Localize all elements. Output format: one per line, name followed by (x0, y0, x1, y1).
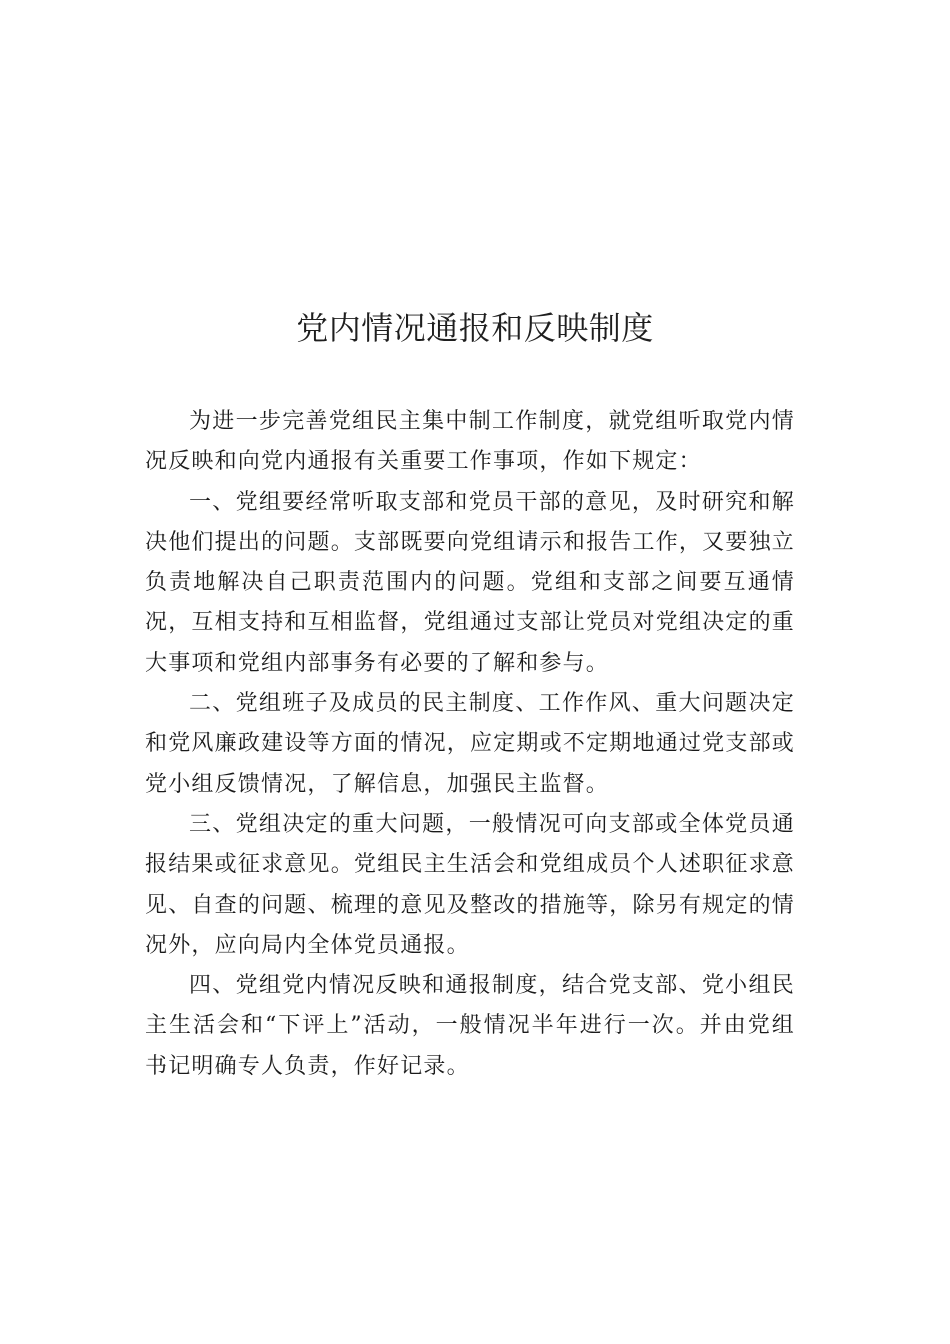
document-body (145, 402, 795, 1087)
paragraph-intro: 为进一步完善党组民主集中制工作制度，就党组听取党内情况反映和向党内通报有关重要工作事项，作如下规定： (145, 409, 795, 475)
paragraph-rule-1: 一、党组要经常听取支部和党员干部的意见，及时研究和解决他们提出的问题。支部既要向党组请示和报告工作，又要独立负责地解决自己职责范围内的问题。党组和支部之间要互通情况，互相支持和互相监督，党组通过支部让党员对党组决定的重大事项和党组内部事务有必要的了解和参与。 (145, 489, 795, 676)
paragraph-rule-4: 四、党组党内情况反映和通报制度，结合党支部、党小组民主生活会和“下评上”活动，一般情况半年进行一次。并由党组书记明确专人负责，作好记录。 (145, 973, 795, 1079)
paragraph-rule-3: 三、党组决定的重大问题，一般情况可向支部或全体党员通报结果或征求意见。党组民主生活会和党组成员个人述职征求意见、自查的问题、梳理的意见及整改的措施等，除另有规定的情况外，应向局内全体党员通报。 (145, 811, 795, 958)
paragraph-rule-2: 二、党组班子及成员的民主制度、工作作风、重大问题决定和党风廉政建设等方面的情况，应定期或不定期地通过党支部或党小组反馈情况，了解信息，加强民主监督。 (145, 691, 795, 797)
document-title: 党内情况通报和反映制度 (296, 309, 654, 347)
